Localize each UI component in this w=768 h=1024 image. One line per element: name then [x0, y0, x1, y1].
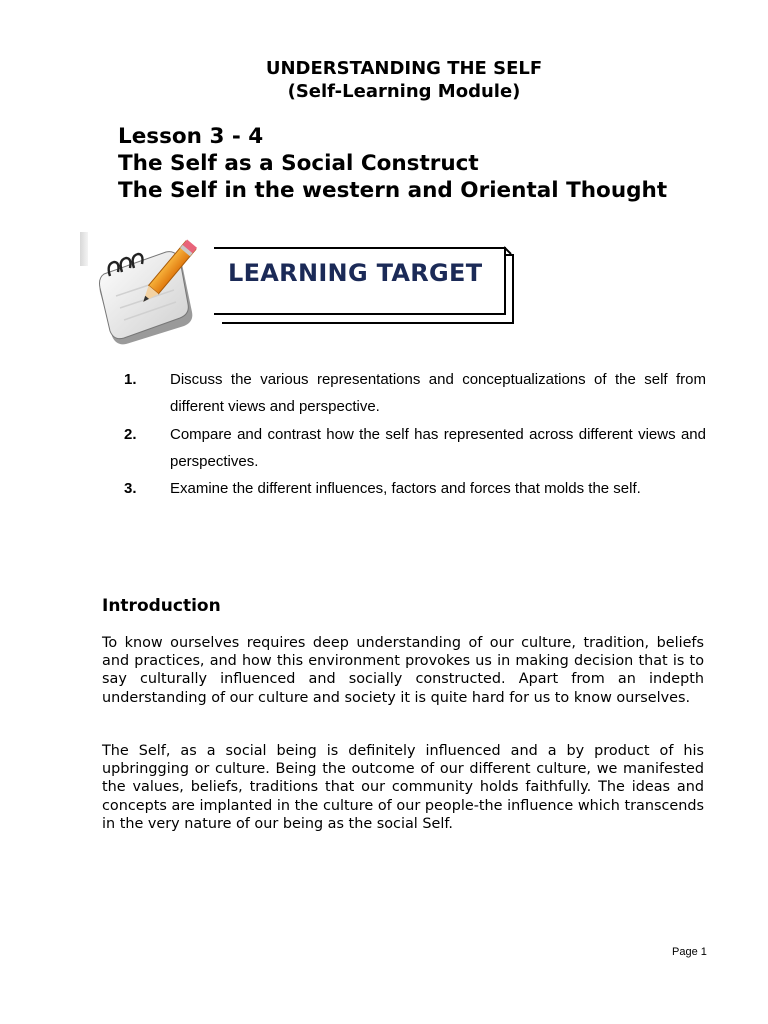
introduction-paragraph-2: The Self, as a social being is definitely influenced and a by product of his upbringging or culture. Being the outcome of our different culture, we manifested the values, beliefs, traditions that our community holds faithfully. The ideas and concepts are implanted in the culture of our people-the influence which transcends in the very nature of our being as the social Self.: [102, 743, 704, 832]
list-text: Discuss the various representations and conceptualizations of the self from different views and perspective.: [170, 371, 706, 415]
lesson-title-1: The Self as a Social Construct: [118, 151, 479, 176]
lesson-title-2: The Self in the western and Oriental Thought: [118, 178, 668, 203]
lesson-number: Lesson 3 - 4: [118, 124, 264, 149]
introduction-paragraph-1: To know ourselves requires deep understanding of our culture, tradition, beliefs and practices, and how this environment provokes us in making decision that is to say culturally influenced and socially constructed. Apart from an indepth understanding of our culture and society it is quite hard for us to know ourselves.: [102, 635, 704, 706]
learning-target-label: LEARNING TARGET: [228, 259, 483, 287]
module-title: UNDERSTANDING THE SELF: [265, 58, 543, 79]
decorative-strip: [80, 232, 88, 266]
module-subtitle: (Self-Learning Module): [287, 81, 521, 102]
introduction-heading: Introduction: [102, 596, 221, 616]
list-number: 2.: [124, 426, 137, 443]
notepad-pencil-icon: [96, 234, 208, 346]
list-number: 1.: [124, 371, 137, 388]
list-number: 3.: [124, 480, 137, 497]
list-text: Compare and contrast how the self has represented across different views and perspectives.: [170, 426, 706, 470]
list-text: Examine the different influences, factors and forces that molds the self.: [170, 480, 641, 497]
page-number: Page 1: [672, 946, 707, 958]
banner-corner-icon: [496, 246, 512, 262]
